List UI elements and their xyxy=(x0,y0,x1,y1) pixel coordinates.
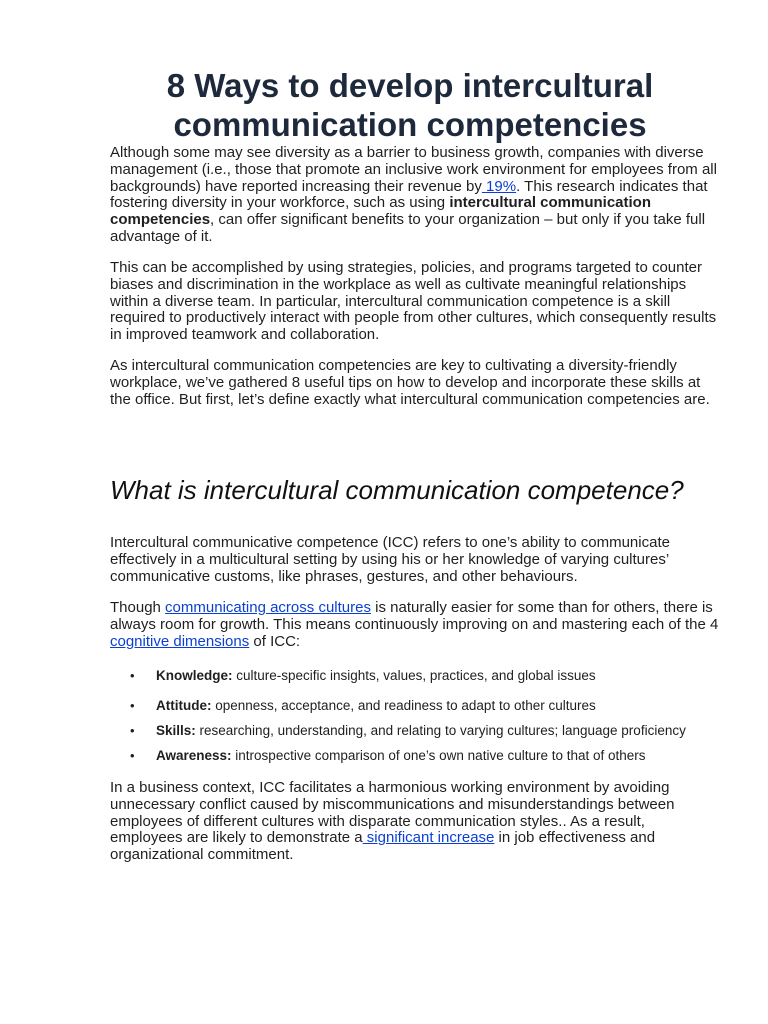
bullet-icon: • xyxy=(130,668,135,683)
intro-bold-term: intercultural communication competencies xyxy=(110,194,652,229)
growth-paragraph xyxy=(110,600,720,650)
intro-text-c: , can offer significant benefits to your organization – but only if you take full advantage of it. xyxy=(110,211,706,245)
list-item-term: Awareness: xyxy=(156,748,232,763)
growth-text-b: is naturally easier for some than for others, there is always room for growth. This means continuously improving on and mastering each of the 4 xyxy=(110,599,719,633)
bullet-icon: • xyxy=(130,723,135,738)
intro-text-a: Although some may see diversity as a barrier to business growth, companies with diverse management (i.e., those that promote an inclusive work environment for employees from all backgrounds) have reported increasing their revenue by xyxy=(110,144,717,195)
list-item-text xyxy=(156,723,686,739)
list-item-desc: openness, acceptance, and readiness to adapt to other cultures xyxy=(211,698,596,713)
list-item-text xyxy=(156,698,596,714)
list-item-term: Skills: xyxy=(156,723,196,738)
list-item-text xyxy=(156,668,596,684)
section-heading: What is intercultural communication competence? xyxy=(110,475,684,505)
strategies-paragraph: This can be accomplished by using strategies, policies, and programs targeted to counter biases and discrimination in the workplace as well as cultivate meaningful relationships within a diverse team. In particular, intercultural communication competence is a skill required to productively interact with people from other cultures, which consequently results in improved teamwork and collaboration. xyxy=(110,259,717,344)
communicating-across-cultures-link[interactable]: communicating across cultures xyxy=(165,599,371,616)
list-item-desc: culture-specific insights, values, practices, and global issues xyxy=(232,668,596,683)
tips-paragraph: As intercultural communication competencies are key to cultivating a diversity-friendly workplace, we’ve gathered 8 useful tips on how to develop and incorporate these skills at the office. But first, let’s define exactly what intercultural communication competencies are. xyxy=(110,357,710,408)
icc-definition-paragraph: Intercultural communicative competence (ICC) refers to one’s ability to communicate effectively in a multicultural setting by using his or her knowledge of varying cultures’ communicative customs, like phrases, gestures, and other behaviours. xyxy=(110,534,670,585)
list-item-desc: introspective comparison of one’s own native culture to that of others xyxy=(231,748,646,763)
list-item-term: Attitude: xyxy=(156,698,212,713)
cognitive-dimensions-link[interactable]: cognitive dimensions xyxy=(110,632,250,650)
list-item-term: Knowledge: xyxy=(156,668,233,683)
bullet-icon: • xyxy=(130,698,135,713)
intro-paragraph xyxy=(110,145,720,246)
list-item-text xyxy=(156,748,646,764)
business-text-a: In a business context, ICC facilitates a harmonious working environment by avoiding unnecessary conflict caused by miscommunications and misunderstandings between employees of different cultures with disparate communication styles.. As a result, employees are likely to demonstrate a xyxy=(110,779,675,847)
growth-text-c: of ICC: xyxy=(249,632,301,650)
intro-text-b: . This research indicates that fostering diversity in your workforce, such as using xyxy=(110,177,708,212)
significant-increase-link[interactable]: significant increase xyxy=(362,829,495,847)
growth-text-a: Though xyxy=(110,599,166,616)
business-context-paragraph xyxy=(110,780,720,864)
revenue-19-percent-link[interactable]: 19% xyxy=(481,177,517,195)
list-item-desc: researching, understanding, and relating to varying cultures; language proficiency xyxy=(195,723,686,738)
business-text-b: in job effectiveness and organizational commitment. xyxy=(110,829,656,864)
page-title: 8 Ways to develop intercultural communication competencies xyxy=(166,67,654,143)
bullet-icon: • xyxy=(130,748,135,763)
